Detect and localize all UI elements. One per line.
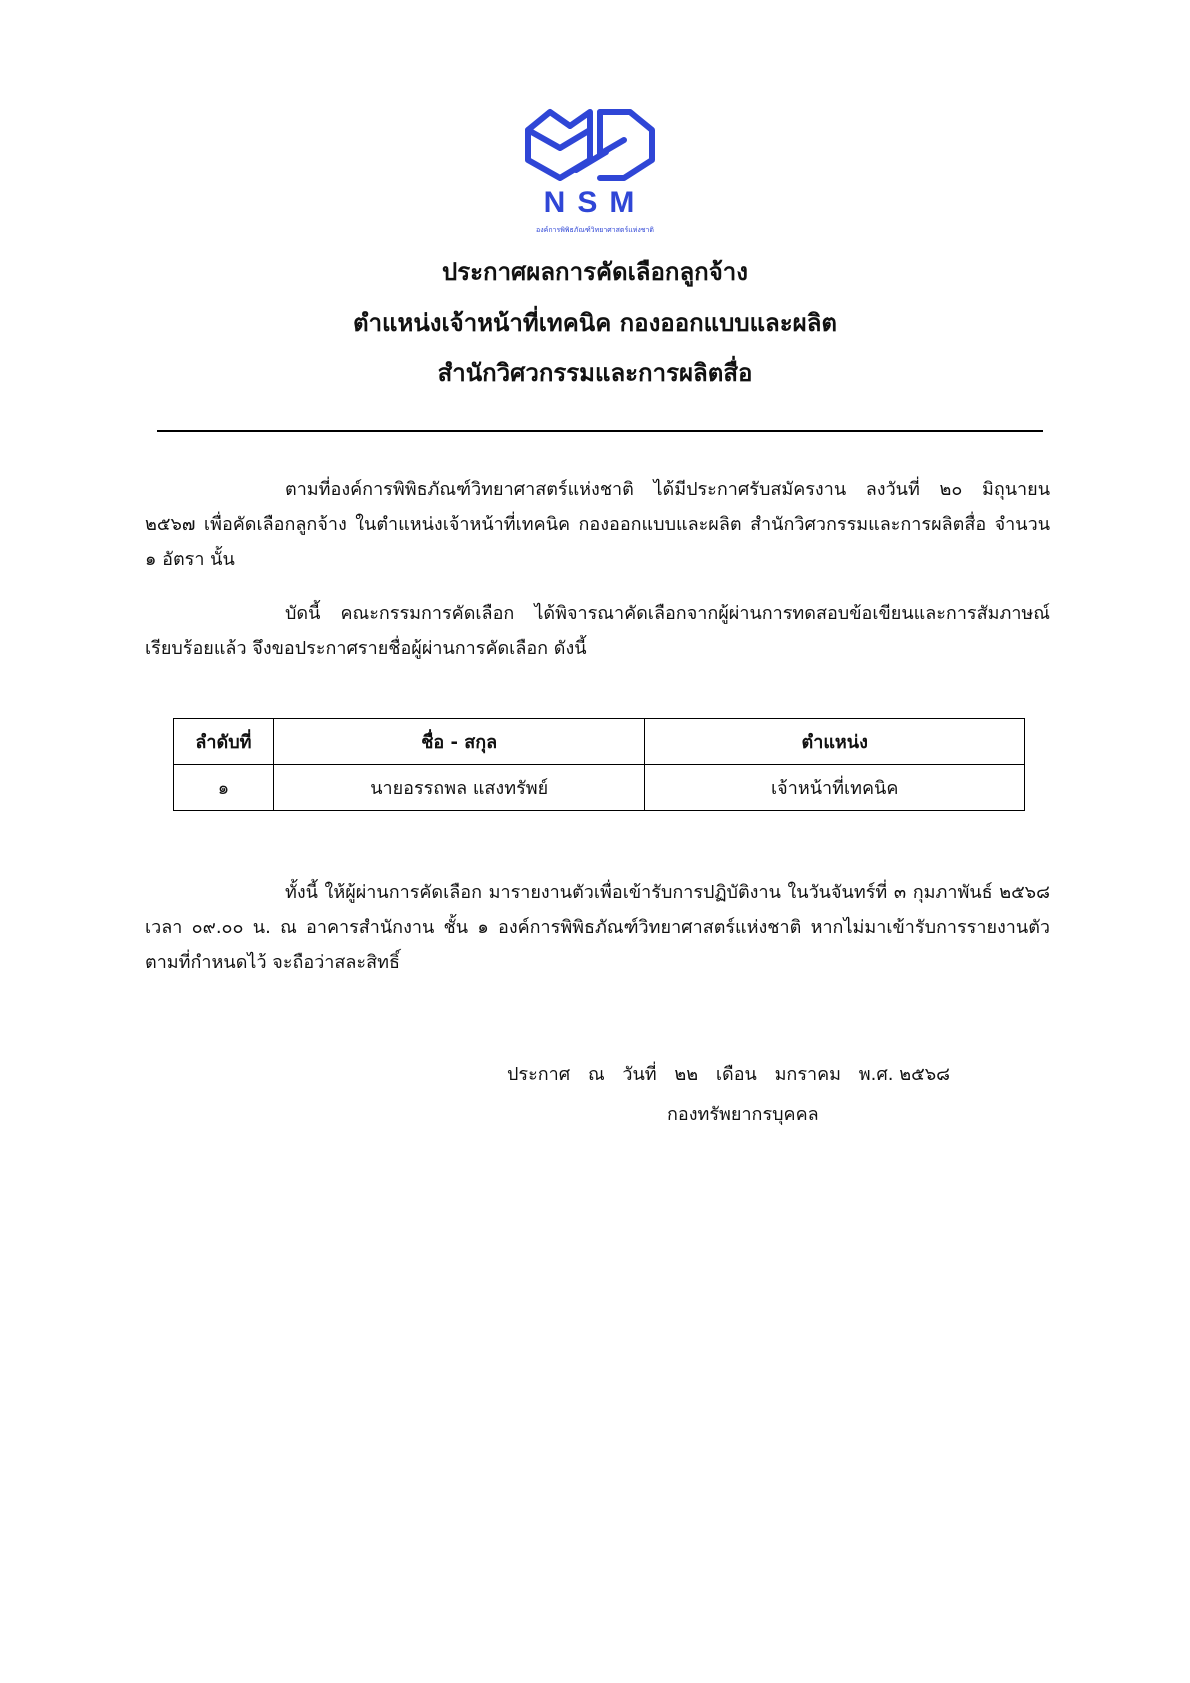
table-header-row (174, 719, 1025, 765)
logo-org-name: องค์การพิพิธภัณฑ์วิทยาศาสตร์แห่งชาติ (536, 226, 654, 234)
at-word: ณ (587, 1064, 605, 1085)
title-line-2: ตำแหน่งเจ้าหน้าที่เทคนิค กองออกแบบและผลิต (352, 309, 838, 337)
results-table (173, 718, 1025, 811)
signature-block (507, 1055, 950, 1135)
paragraph-1: ตามที่องค์การพิพิธภัณฑ์วิทยาศาสตร์แห่งชาติ ได้มีประกาศรับสมัครงาน ลงวันที่ ๒๐ มิถุนายน ๒๕๖๗ เพื่อคัดเลือกลูกจ้าง ในตำแหน่งเจ้าหน้าที่เทคนิค กองออกแบบและผลิต สำนักวิศวกรรมและการผลิตสื่อ จำนวน ๑ อัตรา นั้น (145, 479, 1050, 570)
title-line-3: สำนักวิศวกรรมและการผลิตสื่อ (437, 359, 753, 387)
paragraph-2: บัดนี้ คณะกรรมการคัดเลือก ได้พิจารณาคัดเลือกจากผู้ผ่านการทดสอบข้อเขียนและการสัมภาษณ์เรียบร้อยแล้ว จึงขอประกาศรายชื่อผู้ผ่านการคัดเลือก ดังนี้ (145, 603, 1050, 659)
header-divider (157, 430, 1043, 432)
col-header-name: ชื่อ - สกุล (273, 719, 645, 765)
month-label: เดือน (715, 1064, 757, 1085)
nsm-logo-icon (520, 100, 670, 220)
year-value: ๒๕๖๘ (899, 1064, 951, 1085)
paragraph-3: ทั้งนี้ ให้ผู้ผ่านการคัดเลือก มารายงานตัวเพื่อเข้ารับการปฏิบัติงาน ในวันจันทร์ที่ ๓ กุมภาพันธ์ ๒๕๖๘ เวลา ๐๙.๐๐ น. ณ อาคารสำนักงาน ชั้น ๑ องค์การพิพิธภัณฑ์วิทยาศาสตร์แห่งชาติ หากไม่มาเข้ารับการรายงานตัวตามที่กำหนดไว้ จะถือว่าสละสิทธิ์ (145, 882, 1050, 973)
year-label: พ.ศ. (858, 1064, 894, 1085)
logo-acronym: NSM (543, 186, 647, 219)
cell-position: เจ้าหน้าที่เทคนิค (645, 765, 1025, 811)
col-header-order: ลำดับที่ (174, 719, 274, 765)
title-line-1: ประกาศผลการคัดเลือกลูกจ้าง (442, 258, 748, 286)
day-value: ๒๒ (674, 1064, 699, 1085)
table-row (174, 765, 1025, 811)
day-label: วันที่ (622, 1064, 657, 1085)
nsm-logo (520, 100, 670, 240)
announce-word: ประกาศ (507, 1064, 571, 1085)
month-value: มกราคม (774, 1064, 842, 1085)
cell-name: นายอรรถพล แสงทรัพย์ (273, 765, 645, 811)
col-header-position: ตำแหน่ง (645, 719, 1025, 765)
cell-order: ๑ (174, 765, 274, 811)
issuing-division: กองทรัพยากรบุคคล (667, 1104, 819, 1125)
announcement-date (507, 1055, 950, 1095)
